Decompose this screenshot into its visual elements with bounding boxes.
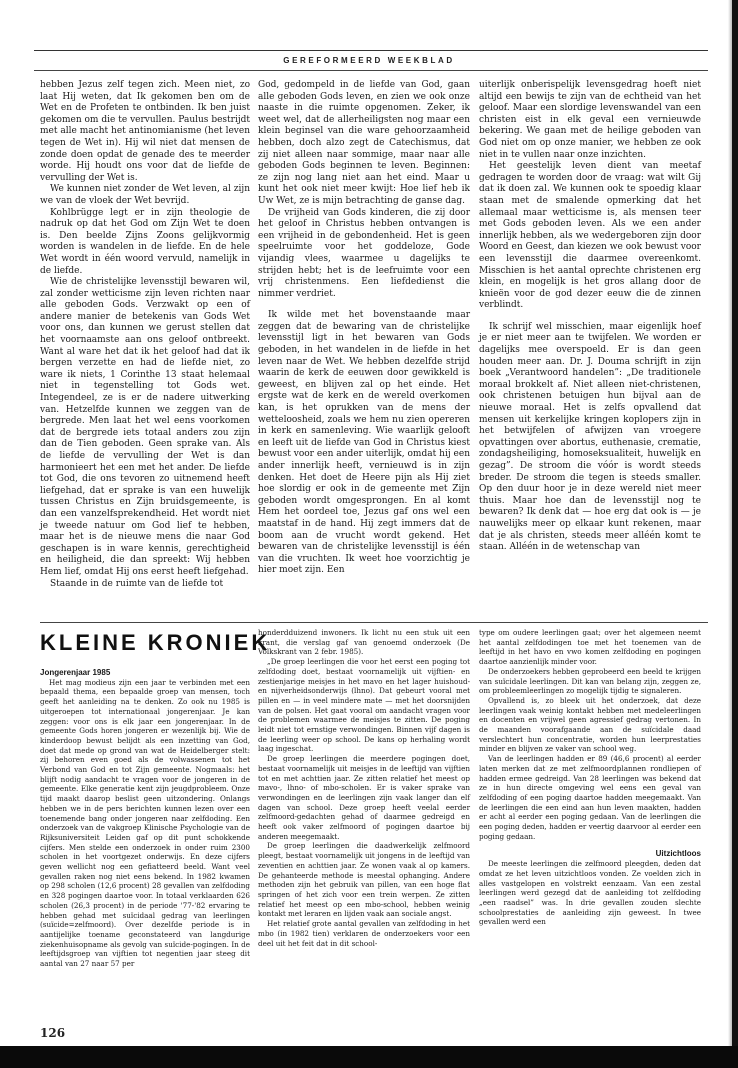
subheading: Jongerenjaar 1985 (40, 668, 111, 677)
paragraph: honderdduizend inwoners. Ik licht nu een stuk uit een krant, die verslag gaf van genoemd onderzoek (De Volkskrant van 2 febr. 1985). (258, 628, 470, 657)
kroniek-column-3 (479, 628, 701, 927)
article-column-3 (479, 80, 701, 554)
paragraph: Van de leerlingen hadden er 89 (46,6 procent) al eerder laten merken dat ze met zelfmoordplannen rondliepen of hadden ermee gedreigd. Van 28 leerlingen was bekend dat ze in hun directe omgeving wel eens een geval van zelfdoding of een poging daartoe hadden meegemaakt. Van de leerlingen die een eind aan hun leven maakten, hadden er acht al eerder een poging gedaan. Van de leerlingen die een poging deden, hadden er veertig daarvoor al eerder een poging gedaan. (479, 754, 701, 841)
paragraph: Staande in de ruimte van de liefde tot (50, 578, 224, 589)
page-number: 126 (40, 1026, 66, 1040)
subheading: Uitzichtloos (655, 849, 701, 859)
paragraph: Ik schrijf wel misschien, maar eigenlijk hoef je er niet meer aan te twijfelen. We worden er dagelijks mee overspoeld. Er is dan geen houden meer aan. Dr. J. Douma schrijft in zijn boek „Verantwoord handelen”: „De traditionele moraal brokkelt af. Niet alleen niet-christenen, ook christenen betuigen hun bijval aan de nieuwe moraal. Het is zelfs opvallend dat mensen uit kerkelijke kringen koplopers zijn in het betwijfelen of afwijzen van vroegere opvattingen over abortus, euthenasie, crematie, zondagsheiliging, homoseksualiteit, huwelijk en gezag”. De stroom die vóór is wordt steeds breder. De stroom die tegen is steeds smaller. Op den duur hoor je in deze wereld niet meer thuis. Maar hoe dan de levensstijl nog te bewaren? Ik denk dat — hoe erg dat ook is — je nauwelijks meer op elkaar kunt rekenen, maar dat je als christen, steeds meer alléén komt te staan. Alléén in de wetenschap van (479, 321, 701, 553)
article-column-1 (40, 80, 250, 590)
paragraph: De groep leerlingen die meerdere pogingen doet, bestaat voornamelijk uit meisjes in de leeftijd van vijftien tot en met achttien jaar. Ze zitten relatief het meest op mavo-, lhno- of mbo-scholen. Er is vaker sprake van verwondingen en de leerlingen zijn vaak langer dan elf dagen van school. Deze groep heeft veelal eerder zelfmoord-gedachten gehad of daarmee gedreigd en heeft ook vaker zelfmoord of pogingen daartoe bij anderen meegemaakt. (258, 754, 470, 841)
paragraph: We kunnen niet zonder de Wet leven, al zijn we van de vloek der Wet bevrijd. (40, 184, 250, 206)
paragraph: Ik wilde met het bovenstaande maar zeggen dat de bewaring van de christelijke levensstijl ligt in het bewaren van Gods geboden, in het wandelen in de liefde in het leven naar de Wet. We hebben dezelfde strijd waarin de kerk de eeuwen door gewikkeld is geweest, en blijven zal op het einde. Het ergste wat de kerk en de wereld overkomen kan, is het oprukken van de mens der wetteloosheid, zoals we hem nu zien opereren in kerk en samenleving. Wie waarlijk gelooft en leeft uit de liefde van God in Christus kiest bewust voor een ander uiterlijk, omdat hij een ander innerlijk heeft, vernieuwd is in zijn denken. Het doet de Heere pijn als Hij ziet hoe slordig er ook in de gemeente met Zijn geboden wordt omgesprongen. En al komt Hem het oordeel toe, Jezus gaf ons wel een maatstaf in de hand. Hij zegt immers dat de boom aan de vrucht wordt gekend. Het bewaren van de christelijke levensstijl is één van die vruchten. Ik weet hoe voorzichtig je hier moet zijn. Een (258, 310, 470, 576)
paragraph: Het relatief grote aantal gevallen van zelfdoding in het mbo (in 1982 tien) verklaren de onderzoekers voor een deel uit het feit dat in dit school- (258, 919, 470, 948)
paragraph: Wie de christelijke levensstijl bewaren wil, zal zonder wetticisme zijn leven richten naar alle geboden Gods. Verzwakt op een of andere manier de betekenis van Gods Wet voor ons, dan kunnen we gerust stellen dat het voornaamste aan ons geloof ontbreekt. Want al ware het dat ik het geloof had dat ik bergen verzette en had de liefde niet, zo ware ik niets, 1 Corinthe 13 staat helemaal niet in tegenstelling tot Gods wet. Integendeel, ze is er de nadere uitwerking van. Hetzelfde kunnen we zeggen van de bergrede. Men laat het wel eens voorkomen dat de bergrede iets totaal anders zou zijn dan de Tien geboden. Geen sprake van. Als de liefde de vervulling der Wet is dan harmonieert het een met het ander. De liefde tot God, die ons tevoren zo uitnemend heeft liefgehad, dat er sprake is van een huwelijk tussen Christus en Zijn bruidsgemeente, is dan een vanzelfsprekendheid. Het wordt niet je tweede natuur om God lief te hebben, maar het is de nieuwe mens die naar God geschapen is in ware kennis, gerechtigheid en heiligheid, die dan spreekt: Wij hebben Hem lief, omdat Hij ons eerst heeft liefgehad. (40, 277, 250, 577)
paragraph: De meeste leerlingen die zelfmoord pleegden, deden dat omdat ze het leven uitzichtloos vonden. Ze voelden zich in alles vastgelopen en volstrekt eenzaam. Van een zestal leerlingen werd gezegd dat de aanleiding tot zelfdoding „een raadsel” was. In drie gevallen zouden slechte schoolprestaties de aanleiding zijn geweest. In twee gevallen werd een (479, 859, 701, 927)
paragraph: Het mag modieus zijn een jaar te verbinden met een bepaald thema, een bepaalde groep van mensen, toch geeft het aanleiding na te denken. Zo ook nu 1985 is uitgeroepen tot internationaal jongerenjaar. Je kan zeggen: voor ons is elk jaar een jongerenjaar. In de gemeente Gods horen jongeren er wezenlijk bij. Wie de kinderdoop bewust belijdt als een inzetting van God, doet dat mede op grond van wat de Heidelberger stelt: zij behoren even goed als de volwassenen tot het Verbond van God en tot Zijn gemeente. Nogmaals: het blijft nodig aandacht te vragen voor de jongeren in de gemeente. Elke generatie kent zijn jeugdprobleem. Onze tijd maakt daarop beslist geen uitzondering. Onlangs hebben we in de pers berichten kunnen lezen over een toenemende bang onder jongeren naar zelfdoding. Een onderzoek van de vakgroep Klinische Psychologie van de Rijksuniversiteit Leiden gaf op dit punt schokkende cijfers. Men stelde een onderzoek in onder ruim 2300 scholen in het voortgezet onderwijs. En deze cijfers geven wellicht nog een gefiatteerd beeld. Want veel gevallen raken nog niet eens bekend. In 1982 kwamen op 298 scholen (12,6 procent) 28 gevallen van zelfdoding en 328 pogingen daartoe voor. In totaal verklaarden 626 scholen (26,3 procent) in de periode '77-'82 ervaring te hebben gehad met suïcidaal gedrag van leerlingen (suïcide=zelfmoord). Over dezelfde periode is in aantijelijke toename geconstateerd van langdurige ziekenhuisopname als gevolg van suïcide-pogingen. In de leeftijdsgroep van vijftien tot negentien jaar steeg dit aantal van 27 naar 57 per (40, 677, 250, 969)
kroniek-column-1 (40, 668, 250, 969)
section-divider (40, 622, 708, 623)
header-rule (34, 70, 708, 71)
paragraph: hebben Jezus zelf tegen zich. Meen niet, zo laat Hij weten, dat Ik gekomen ben om de Wet en de Profeten te ontbinden. Ik ben juist gekomen om die te vervullen. Paulus bestrijdt met alle macht het antinomianisme (het leven tegen de Wet in). Hij wil niet dat mensen de zonde doen opdat de genade des te meerder worde. Hij houdt ons voor dat de liefde de vervulling der Wet is. (40, 80, 250, 183)
article-column-2 (258, 80, 470, 577)
paragraph: „De groep leerlingen die voor het eerst een poging tot zelfdoding doet, bestaat voornamelijk uit vijftien- en zestienjarige meisjes in het mavo en het lager huishoud- en nijverheidsonderwijs (lhno). Dat gebeurt vooral met pillen en — in veel mindere mate — met het doorsnijden van de polsen. Het gaat vooral om aandacht vragen voor de problemen waarmee de meisjes te zitten. De poging leidt niet tot ernstige verwondingen. Binnen vijf dagen is de leerling weer op school. De kans op herhaling wordt laag ingeschat. (258, 657, 470, 754)
paragraph: type om oudere leerlingen gaat; over het algemeen neemt het aantal zelfdodingen toe met het toenemen van de leeftijd in het havo en vwo komen zelfdoding en pogingen daartoe aanzienlijk minder voor. (479, 628, 701, 667)
paragraph: Het geestelijk leven dient van meetaf gedragen te worden door de vraag: wat wilt Gij dat ik doen zal. We kunnen ook te spoedig klaar staan met de smalende opmerking dat het allemaal maar wetticisme is, als mensen teer met Gods geboden leven. Als we een ander innerlijk hebben, als we wedergeboren zijn door Woord en Geest, dan kiezen we ook bewust voor een levensstijl die daarmee overeenkomt. Misschien is het aantal oprechte christenen erg klein, en mogelijk is het gros allang door de knieën voor de god dezer eeuw die de zinnen verblindt. (479, 161, 701, 311)
running-header: GEREFORMEERD WEEKBLAD (283, 56, 455, 65)
paragraph: De onderzoekers hebben geprobeerd een beeld te krijgen van suïcidale leerlingen. Dit kan van belang zijn, zeggen ze, om probleemleerlingen zo mogelijk tijdig te signaleren. (479, 666, 701, 696)
paragraph: De vrijheid van Gods kinderen, die zij door het geloof in Christus hebben ontvangen is een vrijheid in de gebondenheid. Het is geen speelruimte voor het goddeloze, Gode vijandig vlees, waarmee u dagelijks te strijden hebt; het is de leefruimte voor een vrij christenmens. Een liefdedienst die nimmer verdriet. (258, 207, 470, 299)
scan-bottom-border (0, 1046, 738, 1068)
paragraph: De groep leerlingen die daadwerkelijk zelfmoord pleegt, bestaat voornamelijk uit jongens in de leeftijd van zeventien en achttien jaar. Ze wonen vaak al op kamers. De gehanteerde methode is meestal ophanging. Andere methoden zijn het gebruik van pillen, van een hoge flat springen of het zich voor een trein werpen. Ze zitten relatief het meest op een mbo-school, hebben weinig kontakt met leraren en lijden vaak aan sociale angst. (258, 841, 470, 919)
paragraph: Kohlbrügge legt er in zijn theologie de nadruk op dat het God om Zijn Wet te doen is. Den beelde Zijns Zoons gelijkvormig worden is wandelen in de liefde. En de hele Wet wordt in één woord vervuld, namelijk in de liefde. (40, 207, 250, 276)
paragraph: God, gedompeld in de liefde van God, gaan alle geboden Gods leven, en zien we ook onze naaste in die ruimte opgenomen. Zeker, ik weet wel, dat de allerheiligsten nog maar een klein beginsel van die ware gehoorzaamheid hebben, doch alzo zegt de Catechismus, dat zij niet alleen naar sommige, maar naar alle geboden Gods beginnen te leven. Beginnen: ze zijn nog lang niet aan het eind. Maar u kunt het ook niet meer kwijt: Hoe lief heb ik Uw Wet, ze is mijn betrachting de ganse dag. (258, 80, 470, 206)
paragraph: Opvallend is, zo bleek uit het onderzoek, dat deze leerlingen vaak weinig kontakt hebben met medeleerlingen en docenten en vrijwel geen agressief gedrag vertonen. In de maanden voorafgaande aan de suïcidale daad verslechtert hun concentratie, worden hun leerprestaties minder en blijven ze vaker van school weg. (479, 695, 701, 754)
section-title: KLEINE KRONIEK (40, 630, 271, 655)
paragraph: uiterlijk onberispelijk levensgedrag hoeft niet altijd een bewijs te zijn van de echtheid van het geloof. Maar een slordige levenswandel van een christen eist in elk geval een vernieuwde bekering. We gaan met de heilige geboden van God niet om op onze manier, we hebben ze ook niet in te vullen naar onze inzichten. (479, 80, 701, 160)
kroniek-column-2 (258, 628, 470, 948)
top-rule (34, 50, 708, 51)
scan-edge (732, 0, 738, 1068)
